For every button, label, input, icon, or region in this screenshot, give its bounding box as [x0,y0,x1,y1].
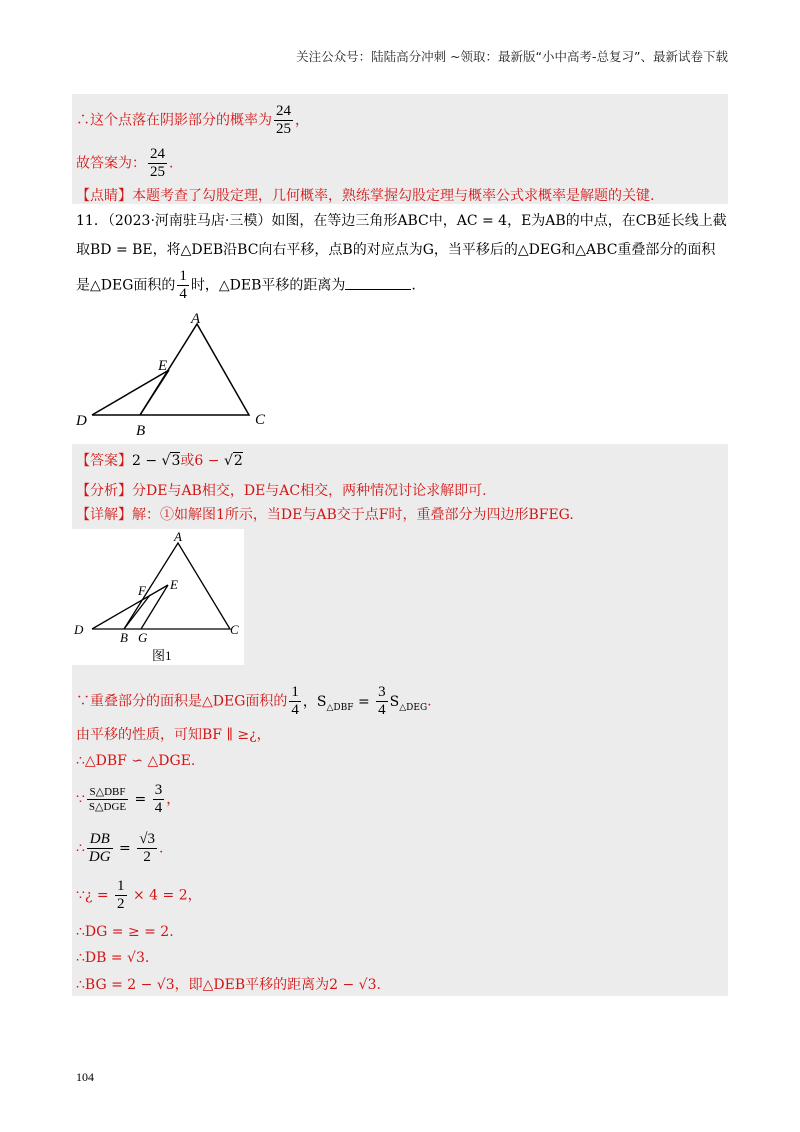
prev-therefore-line: ∴这个点落在阴影部分的概率为 $\frac{24}{25}$ ， [76,103,309,137]
question-line-1: 11．（2023·河南驻马店·三模）如图，在等边三角形ABC中，AC = 4，E为AB的中点，在CB延长线上截 [76,213,727,229]
page-header: 关注公众号：陆陆高分冲刺 ~领取：最新版“小中高考-总复习”、最新试卷下载 [296,49,728,64]
answer-label: 【答案】 [76,453,132,469]
question-line-2: 取BD = BE，将△DEB沿BC向右平移，点B的对应点为G，当平移后的△DEG和△ABC重叠部分的面积 [76,242,716,258]
triangle-figure [72,306,282,441]
step-4: ∵ $\frac{\text{S△DBF}}{\text{S△DGE}}$ = $\frac{3}{4}$ ， [76,782,181,816]
fig1-label-b: B [120,630,128,645]
fig1-label-d: D [74,622,84,637]
solution-box [72,444,728,996]
page-number: 104 [76,1070,94,1084]
prev-therefore-text: ∴这个点落在阴影部分的概率为 [76,112,272,129]
prev-comment: 【点睛】本题考查了勾股定理，几何概率，熟练掌握勾股定理与概率公式求概率是解题的关键. [76,188,655,204]
detail-line: 【详解】解：①如解图1所示，当DE与AB交于点F时，重叠部分为四边形BFEG. [76,507,574,523]
fig1-label-f: F [138,583,146,598]
answer-blank [345,277,411,290]
label-d: D [76,413,87,429]
question-fraction: $\frac{1}{4}$ [179,268,187,302]
step-1: ∵重叠部分的面积是△DEG面积的 $\frac{1}{4}$ ，$S_{\triangle DBF}$ = $\frac{3}{4}$ $S_{\triangle DEG}$. [76,684,432,718]
fig1-label-e: E [170,577,178,592]
prev-answer-line: 故答案为： $\frac{24}{25}$ . [76,146,174,180]
fig1-label-g: G [138,630,148,645]
label-b: B [136,423,146,439]
fig1-segment-dfe [92,585,168,629]
analysis-line: 【分析】分DE与AB相交，DE与AC相交，两种情况讨论求解即可. [76,483,487,499]
fig1-triangle-abc [92,543,230,629]
label-a: A [191,311,201,327]
label-c: C [255,412,266,428]
step-3: ∴△DBF ∽ △DGE. [76,753,196,769]
prev-answer-prefix: 故答案为： [76,155,146,172]
fig1-caption: 图1 [152,648,172,663]
step-8: ∴DB = √3. [76,950,150,966]
segment-de [92,370,169,415]
answer-line: 【答案】2 − √3或6 − √2 [76,453,243,469]
prev-answer-fraction: $\frac{24}{25}$ [150,146,165,180]
step-2: 由平移的性质，可知BF ∥ ≥¿， [76,727,271,743]
figure1 [72,529,244,665]
fig1-segment-fb [124,595,150,629]
step-6: ∵¿ = $\frac{1}{2}$ × 4 = 2， [76,878,202,912]
step-5: ∴ $\frac{DB}{DG}$ = $\frac{√3}{2}$ . [76,831,164,865]
question-line-3: 是△DEG面积的 $\frac{1}{4}$ 时，△DEB平移的距离为 . [76,268,416,302]
segment-eb [140,370,169,415]
fig1-label-c: C [230,622,239,637]
label-e: E [158,358,168,374]
step-9: ∴BG = 2 − √3，即△DEB平移的距离为2 − √3. [76,977,381,993]
prev-fraction: $\frac{24}{25}$ [276,103,291,137]
fig1-label-a: A [174,529,182,544]
step-7: ∴DG = ≥ = 2. [76,924,174,940]
